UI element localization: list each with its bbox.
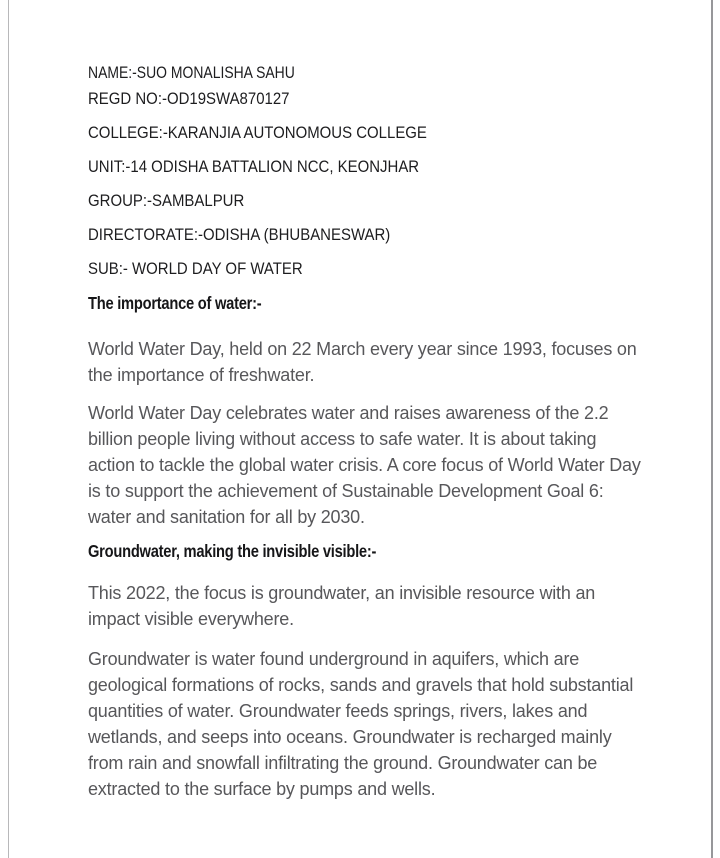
section-heading-importance-of-water xyxy=(88,292,644,314)
section-heading-groundwater xyxy=(88,540,644,562)
section-heading-importance-of-water-text: The importance of water:- xyxy=(88,293,262,313)
header-line-directorate-text: DIRECTORATE:-ODISHA (BHUBANESWAR) xyxy=(88,225,391,244)
header-line-regd-no-text: REGD NO:-OD19SWA870127 xyxy=(88,89,290,108)
header-line-college xyxy=(88,122,644,144)
paragraph-world-water-day-awareness: World Water Day celebrates water and raises awareness of the 2.2 billion people living without access to safe water. It is about taking action to tackle the global water crisis. A core focus of World Water Day is to support the achievement of Sustainable Development Goal 6: water and sanitation for all by 2030. xyxy=(88,403,641,527)
header-line-group xyxy=(88,190,644,212)
page-left-edge xyxy=(8,0,9,858)
header-line-college-text: COLLEGE:-KARANJIA AUTONOMOUS COLLEGE xyxy=(88,123,427,142)
header-line-unit-text: UNIT:-14 ODISHA BATTALION NCC, KEONJHAR xyxy=(88,157,420,176)
paragraph-world-water-day-intro: World Water Day, held on 22 March every year since 1993, focuses on the importance of freshwater. xyxy=(88,339,637,385)
paragraph-groundwater-focus: This 2022, the focus is groundwater, an invisible resource with an impact visible everywhere. xyxy=(88,583,596,629)
document-content xyxy=(88,62,644,802)
header-line-name xyxy=(88,62,644,84)
page-right-edge xyxy=(711,0,713,858)
header-line-subject-text: SUB:- WORLD DAY OF WATER xyxy=(88,259,303,278)
section-heading-groundwater-text: Groundwater, making the invisible visible:- xyxy=(88,541,377,561)
paragraph-groundwater-description: Groundwater is water found underground in aquifers, which are geological formations of rocks, sands and gravels that hold substantial quantities of water. Groundwater feeds springs, rivers, lakes and wetlands, and seeps into oceans. Groundwater is recharged mainly from rain and snowfall infiltrating the ground. Groundwater can be extracted to the surface by pumps and wells. xyxy=(88,649,634,799)
header-line-regd-no xyxy=(88,88,644,110)
header-line-unit xyxy=(88,156,644,178)
header-line-name-text: NAME:-SUO MONALISHA SAHU xyxy=(88,63,295,82)
header-line-group-text: GROUP:-SAMBALPUR xyxy=(88,191,245,210)
header-line-subject xyxy=(88,258,644,280)
header-line-directorate xyxy=(88,224,644,246)
